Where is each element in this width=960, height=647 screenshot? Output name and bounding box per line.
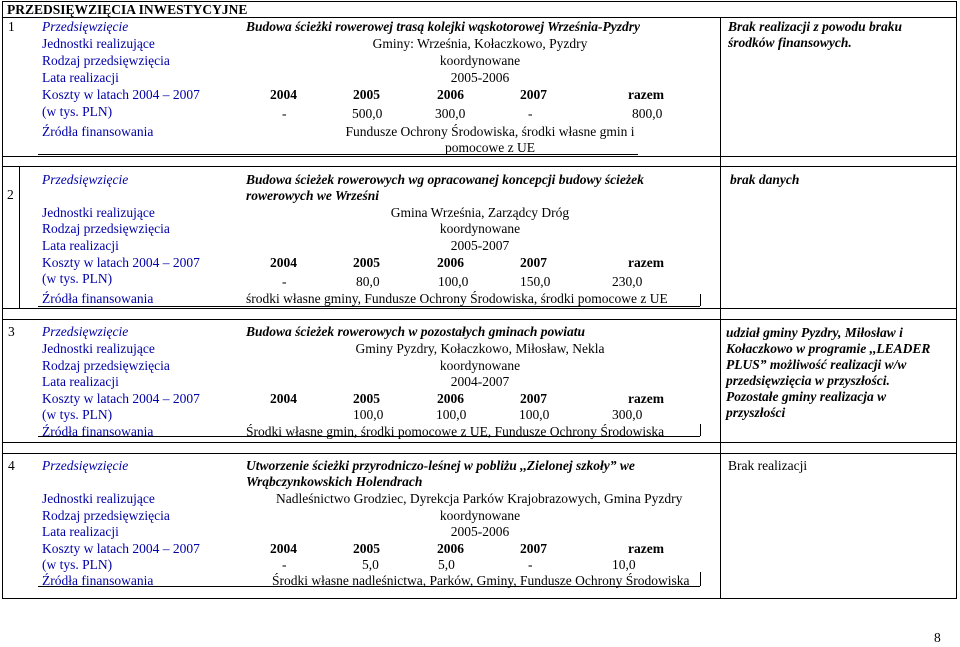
label-costs-unit: (w tys. PLN) — [42, 271, 113, 286]
project-units: Gminy: Września, Kołaczkowo, Pyzdry — [372, 36, 588, 51]
year-header: razem — [628, 541, 664, 556]
project-units: Gmina Września, Zarządcy Dróg — [390, 205, 570, 220]
project-sources: Środki własne gmin, środki pomocowe z UE, Fundusze Ochrony Środowiska — [246, 424, 665, 439]
label-years: Lata realizacji — [42, 524, 119, 539]
label-costs-unit: (w tys. PLN) — [42, 104, 113, 119]
project-note-line: przedsięwzięcia w przyszłości. — [726, 373, 890, 388]
section-title: PRZEDSIĘWZIĘCIA INWESTYCYJNE — [7, 2, 248, 17]
project-type: koordynowane — [439, 53, 521, 68]
cost-value: 100,0 — [519, 407, 550, 422]
year-header: razem — [628, 87, 664, 102]
label-units: Jednostki realizujące — [42, 36, 155, 51]
label-units: Jednostki realizujące — [42, 205, 155, 220]
cost-value: 100,0 — [436, 407, 467, 422]
label-sources: Źródła finansowania — [42, 291, 154, 306]
project-number: 2 — [7, 187, 14, 202]
year-header: 2004 — [270, 87, 297, 102]
year-header: 2005 — [353, 255, 380, 270]
project-title: Budowa ścieżek rowerowych w pozostałych gminach powiatu — [246, 324, 586, 339]
cost-value: 800,0 — [632, 106, 663, 121]
year-header: razem — [628, 391, 664, 406]
project-sources-line1: Fundusze Ochrony Środowiska, środki własne gmin i — [345, 124, 635, 139]
label-type: Rodzaj przedsięwzięcia — [42, 358, 170, 373]
label-type: Rodzaj przedsięwzięcia — [42, 53, 170, 68]
project-title-line2: Wrąbczynkowskich Holendrach — [246, 474, 423, 489]
project-years: 2005-2006 — [450, 70, 510, 85]
project-sources-line2: pomocowe z UE — [445, 140, 535, 155]
label-sources: Źródła finansowania — [42, 573, 154, 588]
label-costs-unit: (w tys. PLN) — [42, 407, 113, 422]
year-header: 2007 — [520, 391, 547, 406]
year-header: razem — [628, 255, 664, 270]
project-title-line1: Utworzenie ścieżki przyrodniczo-leśnej w pobliżu ,,Zielonej szkoły” we — [246, 458, 635, 473]
project-units: Nadleśnictwo Grodziec, Dyrekcja Parków Krajobrazowych, Gmina Pyzdry — [276, 491, 683, 506]
project-title-line1: Budowa ścieżek rowerowych wg opracowanej koncepcji budowy ścieżek — [246, 172, 644, 187]
project-units: Gminy Pyzdry, Kołaczkowo, Miłosław, Nekla — [355, 341, 605, 356]
label-years: Lata realizacji — [42, 70, 119, 85]
label-costs-unit: (w tys. PLN) — [42, 557, 113, 572]
label-project: Przedsięwzięcie — [42, 324, 129, 339]
project-note-line: Pozostałe gminy realizacja w — [726, 389, 887, 404]
project-number: 1 — [8, 19, 15, 34]
project-note: brak danych — [730, 172, 800, 187]
label-sources: Źródła finansowania — [42, 424, 154, 439]
project-title-line2: rowerowych we Wrześni — [246, 188, 380, 203]
project-type: koordynowane — [439, 508, 521, 523]
project-number: 4 — [8, 458, 15, 473]
label-costs: Koszty w latach 2004 – 2007 — [42, 255, 200, 270]
label-project: Przedsięwzięcie — [42, 458, 129, 473]
cost-value: 5,0 — [362, 557, 379, 572]
label-sources: Źródła finansowania — [42, 124, 154, 139]
year-header: 2004 — [270, 541, 297, 556]
project-years: 2005-2006 — [450, 524, 510, 539]
cost-value: 100,0 — [438, 274, 469, 289]
cost-value: - — [528, 106, 533, 121]
year-header: 2006 — [437, 255, 464, 270]
project-note-line1: Brak realizacji z powodu braku — [728, 19, 903, 34]
project-type: koordynowane — [439, 221, 521, 236]
year-header: 2004 — [270, 391, 297, 406]
project-note-line: Kołaczkowo w programie ,,LEADER — [726, 341, 931, 356]
cost-value: 300,0 — [612, 407, 643, 422]
project-note: Brak realizacji — [728, 458, 808, 473]
year-header: 2005 — [353, 87, 380, 102]
year-header: 2006 — [437, 541, 464, 556]
year-header: 2007 — [520, 87, 547, 102]
project-number: 3 — [8, 324, 15, 339]
label-project: Przedsięwzięcie — [42, 19, 129, 34]
label-years: Lata realizacji — [42, 374, 119, 389]
year-header: 2005 — [353, 391, 380, 406]
cost-value: - — [282, 274, 287, 289]
label-type: Rodzaj przedsięwzięcia — [42, 221, 170, 236]
cost-value: - — [282, 557, 287, 572]
cost-value: 230,0 — [612, 274, 643, 289]
project-type: koordynowane — [439, 358, 521, 373]
year-header: 2006 — [437, 391, 464, 406]
year-header: 2006 — [437, 87, 464, 102]
project-years: 2004-2007 — [450, 374, 510, 389]
label-type: Rodzaj przedsięwzięcia — [42, 508, 170, 523]
page-number: 8 — [934, 630, 941, 645]
project-sources: Środki własne nadleśnictwa, Parków, Gminy, Fundusze Ochrony Środowiska — [272, 573, 690, 588]
project-note-line: przyszłości — [726, 405, 786, 420]
label-costs: Koszty w latach 2004 – 2007 — [42, 87, 200, 102]
year-header: 2007 — [520, 541, 547, 556]
project-years: 2005-2007 — [450, 238, 510, 253]
label-costs: Koszty w latach 2004 – 2007 — [42, 541, 200, 556]
year-header: 2007 — [520, 255, 547, 270]
cost-value: 100,0 — [353, 407, 384, 422]
label-costs: Koszty w latach 2004 – 2007 — [42, 391, 200, 406]
cost-value: 5,0 — [438, 557, 455, 572]
project-note-line: udział gminy Pyzdry, Miłosław i — [726, 325, 903, 340]
project-note-line: PLUS” możliwość realizacji w/w — [726, 357, 907, 372]
label-units: Jednostki realizujące — [42, 491, 155, 506]
label-units: Jednostki realizujące — [42, 341, 155, 356]
year-header: 2004 — [270, 255, 297, 270]
cost-value: 300,0 — [435, 106, 466, 121]
project-title: Budowa ścieżki rowerowej trasą kolejki wąskotorowej Września-Pyzdry — [246, 19, 641, 34]
cost-value: - — [282, 106, 287, 121]
project-note-line2: środków finansowych. — [728, 35, 852, 50]
project-sources: środki własne gminy, Fundusze Ochrony Środowiska, środki pomocowe z UE — [246, 291, 668, 306]
label-project: Przedsięwzięcie — [42, 172, 129, 187]
year-header: 2005 — [353, 541, 380, 556]
cost-value: 10,0 — [612, 557, 636, 572]
label-years: Lata realizacji — [42, 238, 119, 253]
cost-value: 150,0 — [520, 274, 551, 289]
cost-value: 80,0 — [356, 274, 380, 289]
cost-value: 500,0 — [352, 106, 383, 121]
cost-value: - — [528, 557, 533, 572]
